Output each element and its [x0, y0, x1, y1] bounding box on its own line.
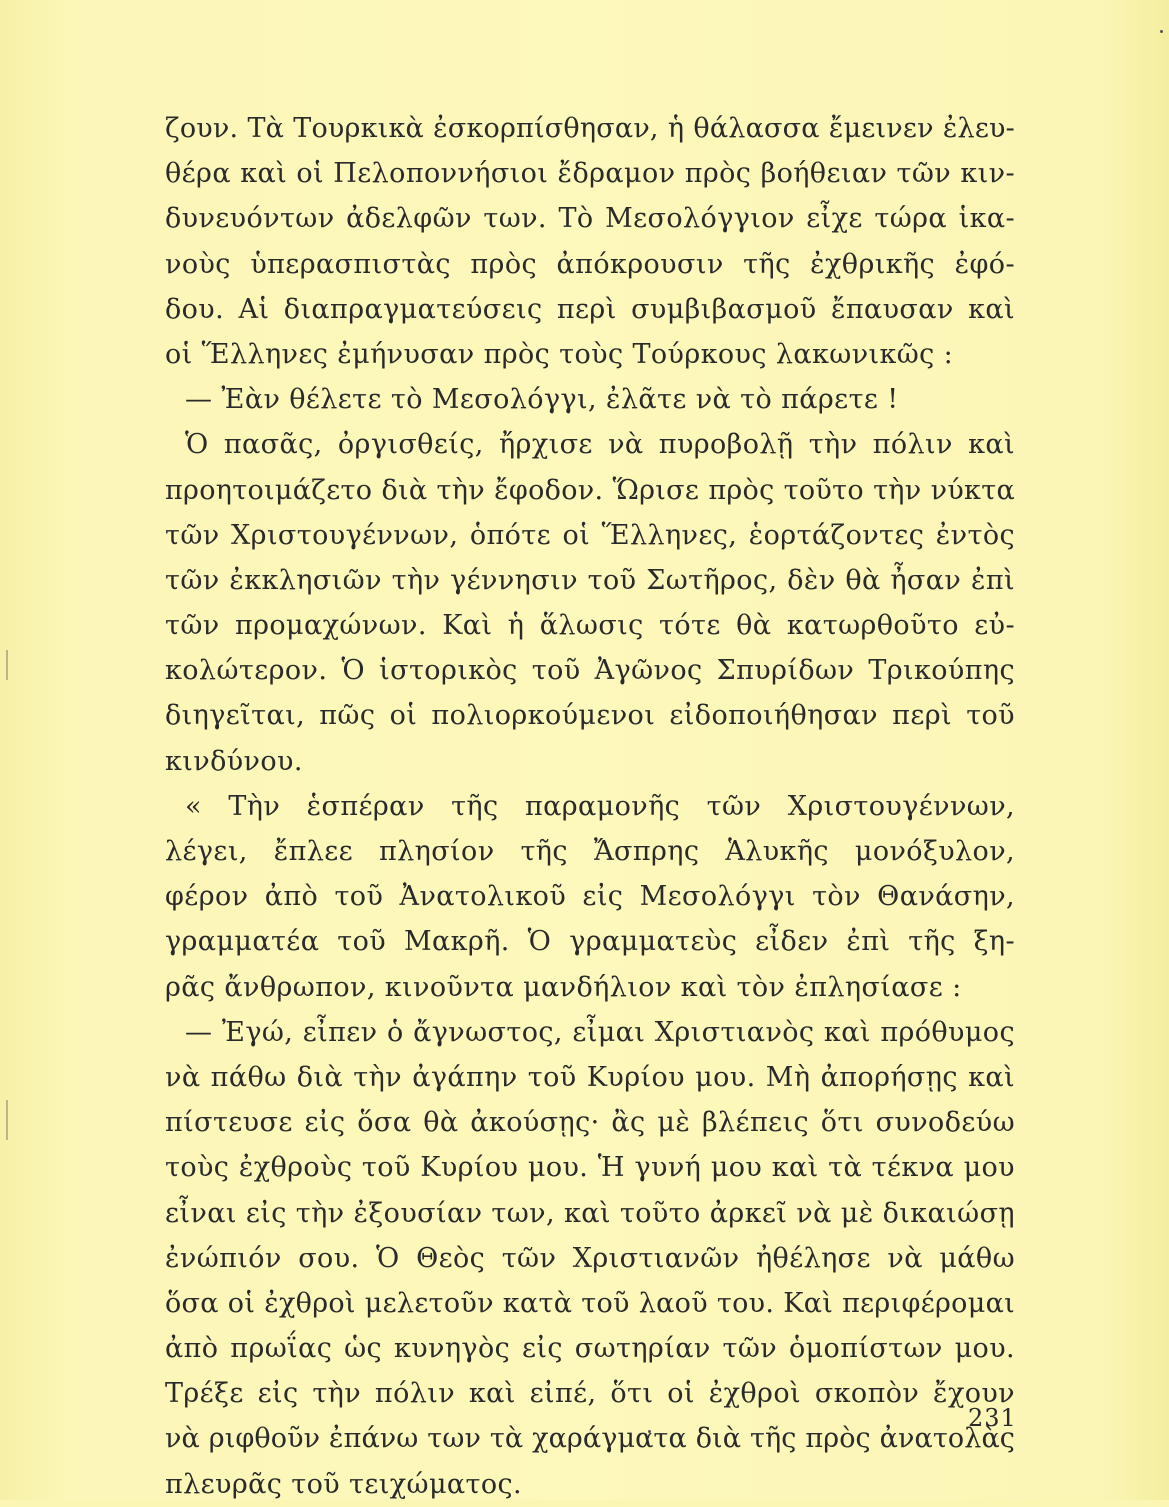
edge-mark: [6, 650, 8, 680]
text-line: ἀπὸ πρωΐας ὡς κυνηγὸς εἰς σωτηρίαν τῶν ὁμοπίστων μου.: [165, 1333, 1015, 1365]
text-line: εἶναι εἰς τὴν ἐξουσίαν των, καὶ τοῦτο ἀρκεῖ νὰ μὲ δικαιώσῃ: [165, 1197, 1015, 1229]
text-line: γραμματέα τοῦ Μακρῆ. Ὁ γραμματεὺς εἶδεν ἐπὶ τῆς ξη-: [165, 926, 1015, 958]
text-line: ζουν. Τὰ Τουρκικὰ ἐσκορπίσθησαν, ἡ θάλασσα ἔμεινεν ἐλευ-: [165, 113, 1015, 144]
text-line: τῶν προμαχώνων. Καὶ ἡ ἅλωσις τότε θὰ κατωρθοῦτο εὐ-: [165, 610, 1015, 642]
text-line: τοὺς ἐχθροὺς τοῦ Κυρίου μου. Ἡ γυνή μου καὶ τὰ τέκνα μου: [165, 1152, 1015, 1184]
text-line: — Ἐὰν θέλετε τὸ Μεσολόγγι, ἐλᾶτε νὰ τὸ πάρετε !: [185, 384, 899, 416]
text-line: οἱ Ἕλληνες ἐμήνυσαν πρὸς τοὺς Τούρκους λακωνικῶς :: [165, 338, 954, 370]
text-line: θέρα καὶ οἱ Πελοποννήσιοι ἔδραμον πρὸς βοήθειαν τῶν κιν-: [165, 158, 1015, 190]
text-line: Τρέξε εἰς τὴν πόλιν καὶ εἰπέ, ὅτι οἱ ἐχθροὶ σκοπὸν ἔχουν: [165, 1378, 1015, 1410]
page-number: 231: [968, 1404, 1017, 1432]
text-line: — Ἐγώ, εἶπεν ὁ ἄγνωστος, εἶμαι Χριστιανὸς καὶ πρόθυμος: [185, 1016, 1015, 1048]
text-line: φέρον ἀπὸ τοῦ Ἀνατολικοῦ εἰς Μεσολόγγι τὸν Θανάσην,: [165, 881, 1015, 913]
text-line: διηγεῖται, πῶς οἱ πολιορκούμενοι εἰδοποιήθησαν περὶ τοῦ: [165, 700, 1015, 732]
text-line: προητοιμάζετο διὰ τὴν ἔφοδον. Ὥρισε πρὸς τοῦτο τὴν νύκτα: [165, 474, 1015, 506]
text-line: νὰ ριφθοῦν ἐπάνω των τὰ χαράγματα διὰ τῆς πρὸς ἀνατολὰς: [165, 1423, 1015, 1455]
text-line: ὅσα οἱ ἐχθροὶ μελετοῦν κατὰ τοῦ λαοῦ του. Καὶ περιφέρομαι: [165, 1287, 1015, 1319]
text-line: πίστευσε εἰς ὅσα θὰ ἀκούσῃς· ἂς μὲ βλέπεις ὅτι συνοδεύω: [165, 1107, 1015, 1139]
text-line: κινδύνου.: [165, 745, 303, 777]
text-line: Ὁ πασᾶς, ὀργισθείς, ἤρχισε νὰ πυροβολῇ τὴν πόλιν καὶ: [185, 429, 1015, 461]
text-line: νὰ πάθω διὰ τὴν ἀγάπην τοῦ Κυρίου μου. Μὴ ἀπορήσῃς καὶ: [165, 1061, 1015, 1093]
text-line: ἐνώπιόν σου. Ὁ Θεὸς τῶν Χριστιανῶν ἠθέλησε νὰ μάθω: [165, 1242, 1015, 1274]
text-line: τῶν ἐκκλησιῶν τὴν γέννησιν τοῦ Σωτῆρος, δὲν θὰ ἦσαν ἐπὶ: [165, 564, 1015, 596]
text-line: τῶν Χριστουγέννων, ὁπότε οἱ Ἕλληνες, ἑορτάζοντες ἐντὸς: [165, 519, 1015, 551]
edge-mark: [6, 1100, 8, 1140]
dust-speck: [1160, 30, 1163, 33]
text-line: δυνευόντων ἀδελφῶν των. Τὸ Μεσολόγγιον εἶχε τώρα ἱκα-: [165, 203, 1015, 235]
body-text: [165, 106, 1015, 1507]
text-line: ρᾶς ἄνθρωπον, κινοῦντα μανδήλιον καὶ τὸν ἐπλησίασε :: [165, 971, 962, 1003]
text-line: δου. Αἱ διαπραγματεύσεις περὶ συμβιβασμοῦ ἔπαυσαν καὶ: [165, 293, 1015, 325]
text-line: κολώτερον. Ὁ ἱστορικὸς τοῦ Ἀγῶνος Σπυρίδων Τρικούπης: [165, 655, 1015, 687]
text-line: « Τὴν ἑσπέραν τῆς παραμονῆς τῶν Χριστουγέννων,: [185, 790, 1015, 822]
text-line: λέγει, ἔπλεε πλησίον τῆς Ἄσπρης Ἁλυκῆς μονόξυλον,: [165, 836, 1015, 867]
text-line: πλευρᾶς τοῦ τειχώματος.: [165, 1468, 523, 1500]
text-line: νοὺς ὑπερασπιστὰς πρὸς ἀπόκρουσιν τῆς ἐχθρικῆς ἐφό-: [165, 248, 1015, 280]
